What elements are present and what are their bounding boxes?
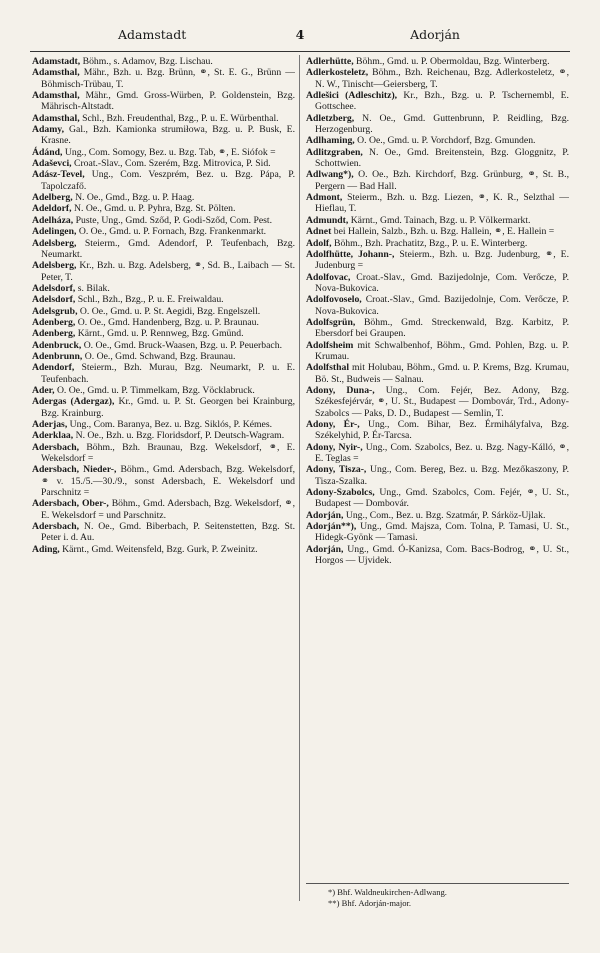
directory-entry xyxy=(306,419,569,442)
directory-entry xyxy=(32,317,295,328)
entry-headword: Adolfsgrün, xyxy=(306,316,356,328)
directory-entry xyxy=(32,226,295,237)
entry-headword: Adelberg, xyxy=(32,192,73,204)
entry-details: Kärnt., Gmd. u. P. Rennweg, Bzg. Gmünd. xyxy=(75,328,244,340)
directory-entry xyxy=(306,238,569,249)
footnote: *) Bhf. Waldneukirchen-Adlwang. xyxy=(328,887,447,897)
entry-headword: Adolfsheim xyxy=(306,339,354,351)
page-number: 4 xyxy=(295,27,305,42)
entry-details: Ung., Com., Bez. u. Bzg. Szatmár, P. Sárköz-Ujlak. xyxy=(343,509,546,521)
directory-entry xyxy=(306,90,569,113)
directory-entry xyxy=(306,226,569,237)
entry-headword: Adamsthal, xyxy=(32,67,80,79)
entry-details: Mähr., Gmd. Gross-Würben, P. Goldenstein, Bzg. Mährisch-Altstadt. xyxy=(41,90,295,113)
entry-details: mit Schwalbenhof, Böhm., Gmd. Pohlen, Bzg. u. P. Krumau. xyxy=(315,339,569,362)
entry-headword: Adony-Szabolcs, xyxy=(306,487,375,499)
entry-headword: Admont, xyxy=(306,192,343,204)
entry-details: N. Oe., Gmd. Guttenbrunn, P. Reidling, Bzg. Herzogenburg. xyxy=(315,112,569,136)
entry-headword: Adorján**), xyxy=(306,521,357,533)
entry-details: O. Oe., Gmd. Bruck-Waasen, Bzg. u. P. Peuerbach. xyxy=(81,339,282,351)
directory-entry xyxy=(32,294,295,305)
directory-entry xyxy=(306,464,569,487)
directory-entry xyxy=(306,385,569,419)
entry-headword: Adlešici (Adleschitz), xyxy=(306,90,398,102)
entry-details: Ung., Gmd. Szabolcs, Com. Fejér, ⚭, U. St., Budapest — Dombovár. xyxy=(315,487,569,510)
directory-entry xyxy=(306,510,569,521)
entry-details: Böhm., Bzh. Prachatitz, Bzg., P. u. E. Winterberg. xyxy=(331,237,528,249)
entry-details: O. Oe., Gmd. u. P. St. Aegidi, Bzg. Engelszell. xyxy=(77,305,261,317)
entry-details: bei Hallein, Salzb., Bzh. u. Bzg. Hallein, ⚭, E. Hallein = xyxy=(331,226,555,238)
directory-entry xyxy=(32,385,295,396)
entry-headword: Adony, Nyir-, xyxy=(306,441,363,453)
entry-details: Ung., Com. Fejér, Bez. Adony, Bzg. Székesfejérvár, ⚭, U. St., Budapest — Dombovár, Trd., Adony-Szabolcs — Paks, D. D., Budapest — Semlin, T. xyxy=(315,384,569,419)
entry-headword: Aderjas, xyxy=(32,419,68,430)
entry-headword: Adlhaming, xyxy=(306,135,355,147)
directory-entry xyxy=(32,158,295,169)
directory-entry xyxy=(32,351,295,362)
entry-headword: Adelsdorf, xyxy=(32,294,76,306)
entry-details: Kr., Bzh., Bzg. u. P. Tschernembl, E. Gottschee. xyxy=(315,90,569,113)
header-rule xyxy=(30,51,570,52)
entry-details: Croat.-Slav., Gmd. Bazijedolnje, Com. Verőcze, P. Nova-Bukovica. xyxy=(315,271,569,294)
directory-entry xyxy=(32,203,295,214)
entry-headword: Adersbach, Nieder-, xyxy=(32,464,117,476)
directory-entry xyxy=(306,169,569,192)
directory-entry xyxy=(306,56,569,67)
directory-entry xyxy=(306,192,569,215)
directory-entry xyxy=(32,260,295,283)
directory-entry xyxy=(306,317,569,340)
entry-details: Ung., Com. Baranya, Bez. u. Bzg. Siklós, P. Kémes. xyxy=(67,419,273,430)
entry-headword: Adersbach, xyxy=(32,441,80,453)
directory-entry xyxy=(32,67,295,90)
entry-headword: Adlwang*), xyxy=(306,169,354,181)
entry-details: Ung., Com. Bihar, Bez. Érmihályfalva, Bzg. Székelyhid, P. Ér-Tarcsa. xyxy=(315,419,569,442)
entry-details: Steierm., Bzh. u. Bzg. Judenburg, ⚭, E. Judenburg = xyxy=(315,248,570,272)
entry-headword: Adorján, xyxy=(306,509,344,521)
entry-headword: Adlerhütte, xyxy=(306,56,354,67)
entry-details: Steierm., Bzh. u. Bzg. Liezen, ⚭, K. R., Selzthal — Hieflau, T. xyxy=(315,192,569,215)
directory-entry xyxy=(32,328,295,339)
entry-details: Schl., Bzh. Freudenthal, Bzg., P. u. E. Würbenthal. xyxy=(79,112,279,124)
entry-details: Ung., Gmd. Majsza, Com. Tolna, P. Tamasi, U. St., Hidegk-Gyönk — Tamasi. xyxy=(315,521,569,544)
entry-details: Schl., Bzh., Bzg., P. u. E. Freiwaldau. xyxy=(75,294,224,306)
entry-details: N. Oe., Gmd. u. P. Pyhra, Bzg. St. Pölten. xyxy=(71,203,236,215)
entry-details: Croat.-Slav., Gmd. Bazijedolnje, Com. Verőcze, P. Nova-Bukovica. xyxy=(315,294,569,317)
directory-entry xyxy=(32,147,295,158)
entry-details: Kr., Bzh. u. Bzg. Adelsberg, ⚭, Sd. B., Laibach — St. Peter, T. xyxy=(41,260,295,283)
entry-headword: Adelsberg, xyxy=(32,237,77,249)
entry-headword: Adeldorf, xyxy=(32,203,72,215)
left-column xyxy=(32,56,295,555)
entry-details: O. Oe., Gmd. u. P. Fornach, Bzg. Frankenmarkt. xyxy=(76,226,267,238)
entry-headword: Adaševci, xyxy=(32,158,72,170)
entry-headword: Adamsthal, xyxy=(32,112,80,124)
entry-headword: Ader, xyxy=(32,384,55,396)
entry-details: Mähr., Bzh. u. Bzg. Brünn, ⚭, St. E. G., Brünn — Böhmisch-Trübau, T. xyxy=(41,67,295,90)
entry-details: O. Oe., Gmd. u. P. Vorchdorf, Bzg. Gmunden. xyxy=(354,135,536,147)
directory-entry xyxy=(32,169,295,192)
entry-details: mit Holubau, Böhm., Gmd. u. P. Krems, Bzg. Krumau, Bö. St., Budweis — Salnau. xyxy=(315,362,569,385)
entry-headword: Adász-Tevel, xyxy=(32,169,85,181)
entry-details: Ung., Com. Szabolcs, Bez. u. Bzg. Nagy-Kálló, ⚭, E. Teglas = xyxy=(315,441,569,465)
entry-headword: Adenbruck, xyxy=(32,339,82,351)
entry-details: Böhm., Gmd. Adersbach, Bzg. Wekelsdorf, ⚭, E. Wekelsdorf = und Parschnitz. xyxy=(41,498,295,521)
entry-headword: Adony, Ér-, xyxy=(306,419,360,430)
entry-headword: Adelingen, xyxy=(32,226,77,238)
directory-entry xyxy=(306,294,569,317)
directory-entry xyxy=(306,113,569,136)
directory-entry xyxy=(32,419,295,430)
entry-headword: Adenbrunn, xyxy=(32,350,83,362)
directory-entry xyxy=(306,362,569,385)
directory-entry xyxy=(306,215,569,226)
footnotes xyxy=(306,883,569,909)
entry-details: Ung., Com. Veszprém, Bez. u. Bzg. Pápa, P. Tapolczafő. xyxy=(41,169,295,192)
directory-entry xyxy=(32,396,295,419)
directory-entry xyxy=(32,90,295,113)
entry-details: O. Oe., Gmd. Schwand, Bzg. Braunau. xyxy=(82,350,236,362)
running-header xyxy=(30,27,570,47)
entry-details: N. Oe., Bzh. u. Bzg. Floridsdorf, P. Deutsch-Wagram. xyxy=(73,430,285,442)
right-column xyxy=(306,56,569,566)
column-divider xyxy=(299,55,300,901)
directory-entry xyxy=(32,430,295,441)
directory-entry xyxy=(306,249,569,272)
entry-details: Böhm., Gmd. Streckenwald, Bzg. Karbitz, P. Ebersdorf bei Graupen. xyxy=(315,316,569,340)
directory-entry xyxy=(306,147,569,170)
entry-details: s. Bilak. xyxy=(75,282,110,294)
directory-entry xyxy=(306,487,569,510)
entry-headword: Adolf, xyxy=(306,237,332,249)
entry-headword: Adony, Tisza-, xyxy=(306,464,367,476)
entry-headword: Adersbach, Ober-, xyxy=(32,498,109,510)
entry-headword: Adolfhütte, Johann-, xyxy=(306,248,395,260)
entry-details: N. Oe., Gmd., Bzg. u. P. Haag. xyxy=(72,192,195,204)
entry-headword: Adletzberg, xyxy=(306,112,355,124)
directory-entry xyxy=(32,442,295,465)
entry-headword: Adelháza, xyxy=(32,214,74,226)
entry-headword: Adelsgrub, xyxy=(32,305,78,317)
directory-entry xyxy=(32,362,295,385)
entry-headword: Aderklaa, xyxy=(32,430,74,442)
entry-details: Böhm., Gmd. u. P. Obermoldau, Bzg. Winterberg. xyxy=(353,56,550,67)
entry-headword: Adelsdorf, xyxy=(32,282,76,294)
directory-entry xyxy=(306,135,569,146)
entry-headword: Adersbach, xyxy=(32,521,80,533)
entry-details: Böhm., Gmd. Adersbach, Bzg. Wekelsdorf, ⚭ v. 15./5.—30./9., sonst Adersbach, E. Wekelsdorf und Parschnitz = xyxy=(41,464,296,499)
entry-headword: Adamy, xyxy=(32,124,65,136)
entry-details: Puste, Ung., Gmd. Sződ, P. Godi-Sződ, Com. Pest. xyxy=(73,214,273,226)
entry-headword: Adolfsthal xyxy=(306,362,350,374)
directory-entry xyxy=(306,272,569,295)
directory-entry xyxy=(32,124,295,147)
entry-details: O. Oe., Bzh. Kirchdorf, Bzg. Grünburg, ⚭, St. B., Pergern — Bad Hall. xyxy=(315,169,569,192)
directory-entry xyxy=(32,464,295,498)
entry-details: Croat.-Slav., Com. Szerém, Bzg. Mitrovica, P. Sid. xyxy=(71,158,271,170)
entry-headword: Adorján, xyxy=(306,543,344,555)
directory-entry xyxy=(32,544,295,555)
entry-headword: Adenberg, xyxy=(32,328,76,340)
entry-headword: Adlitzgraben, xyxy=(306,146,363,158)
directory-entry xyxy=(306,67,569,90)
entry-headword: Adnet xyxy=(306,226,332,238)
entry-details: Böhm., Bzh. Braunau, Bzg. Wekelsdorf, ⚭, E. Wekelsdorf = xyxy=(41,441,295,465)
entry-details: Böhm., Bzh. Reichenau, Bzg. Adlerkosteletz, ⚭, N. W., Tinischt—Geiersberg, T. xyxy=(315,67,569,90)
footnote: **) Bhf. Adorján-major. xyxy=(328,898,412,908)
header-right-keyword: Adorján xyxy=(410,27,460,42)
directory-entry xyxy=(32,306,295,317)
entry-headword: Adolfovac, xyxy=(306,271,351,283)
directory-entry xyxy=(32,238,295,261)
entry-details: Böhm., s. Adamov, Bzg. Lischau. xyxy=(80,56,213,67)
entry-headword: Adamsthal, xyxy=(32,90,80,102)
entry-headword: Adony, Duna-, xyxy=(306,384,375,396)
directory-entry xyxy=(306,544,569,567)
directory-entry xyxy=(32,192,295,203)
entry-details: Steierm., Gmd. Adendorf, P. Teufenbach, Bzg. Neumarkt. xyxy=(41,237,295,260)
entry-headword: Ádánd, xyxy=(32,146,63,158)
directory-entry xyxy=(32,113,295,124)
directory-entry xyxy=(32,56,295,67)
entry-headword: Adenberg, xyxy=(32,316,76,328)
entry-headword: Admundt, xyxy=(306,214,349,226)
entry-details: Steierm., Bzh. Murau, Bzg. Neumarkt, P. u. E. Teufenbach. xyxy=(41,362,295,385)
entry-details: Ung., Gmd. Ó-Kanizsa, Com. Bacs-Bodrog, ⚭, U. St., Horgos — Ujvidek. xyxy=(315,543,569,567)
directory-entry xyxy=(32,521,295,544)
entry-details: Gal., Bzh. Kamionka strumiłowa, Bzg. u. P. Busk, E. Krasne. xyxy=(41,124,295,147)
entry-headword: Adergas (Adergaz), xyxy=(32,396,115,408)
entry-headword: Adamstadt, xyxy=(32,56,81,67)
directory-entry xyxy=(32,215,295,226)
directory-entry xyxy=(32,498,295,521)
entry-details: O. Oe., Gmd. u. P. Timmelkam, Bzg. Vöcklabruck. xyxy=(54,384,255,396)
entry-details: Ung., Com. Bereg, Bez. u. Bzg. Mezőkaszony, P. Tisza-Szalka. xyxy=(315,464,569,487)
entry-headword: Adelsberg, xyxy=(32,260,77,272)
header-left-keyword: Adamstadt xyxy=(118,27,187,42)
entry-details: Kärnt., Gmd. Tainach, Bzg. u. P. Völkermarkt. xyxy=(348,214,531,226)
entry-headword: Adendorf, xyxy=(32,362,75,374)
entry-details: Kärnt., Gmd. Weitensfeld, Bzg. Gurk, P. Zweinitz. xyxy=(59,543,258,555)
entry-details: Kr., Gmd. u. P. St. Georgen bei Krainburg, Bzg. Krainburg. xyxy=(41,396,295,419)
directory-entry xyxy=(32,283,295,294)
directory-entry xyxy=(306,521,569,544)
directory-entry xyxy=(306,340,569,363)
directory-entry xyxy=(32,340,295,351)
entry-details: O. Oe., Gmd. Handenberg, Bzg. u. P. Braunau. xyxy=(75,316,259,328)
entry-details: N. Oe., Gmd. Breitenstein, Bzg. Gloggnitz, P. Schottwien. xyxy=(315,146,569,170)
entry-headword: Adlerkosteletz, xyxy=(306,67,369,79)
entry-headword: Ading, xyxy=(32,543,60,555)
entry-details: N. Oe., Gmd. Biberbach, P. Seitenstetten, Bzg. St. Peter i. d. Au. xyxy=(41,521,295,544)
entry-headword: Adolfovoselo, xyxy=(306,294,362,306)
entry-details: Ung., Com. Somogy, Bez. u. Bzg. Tab, ⚭, E. Siófok = xyxy=(62,146,276,158)
directory-entry xyxy=(306,442,569,465)
